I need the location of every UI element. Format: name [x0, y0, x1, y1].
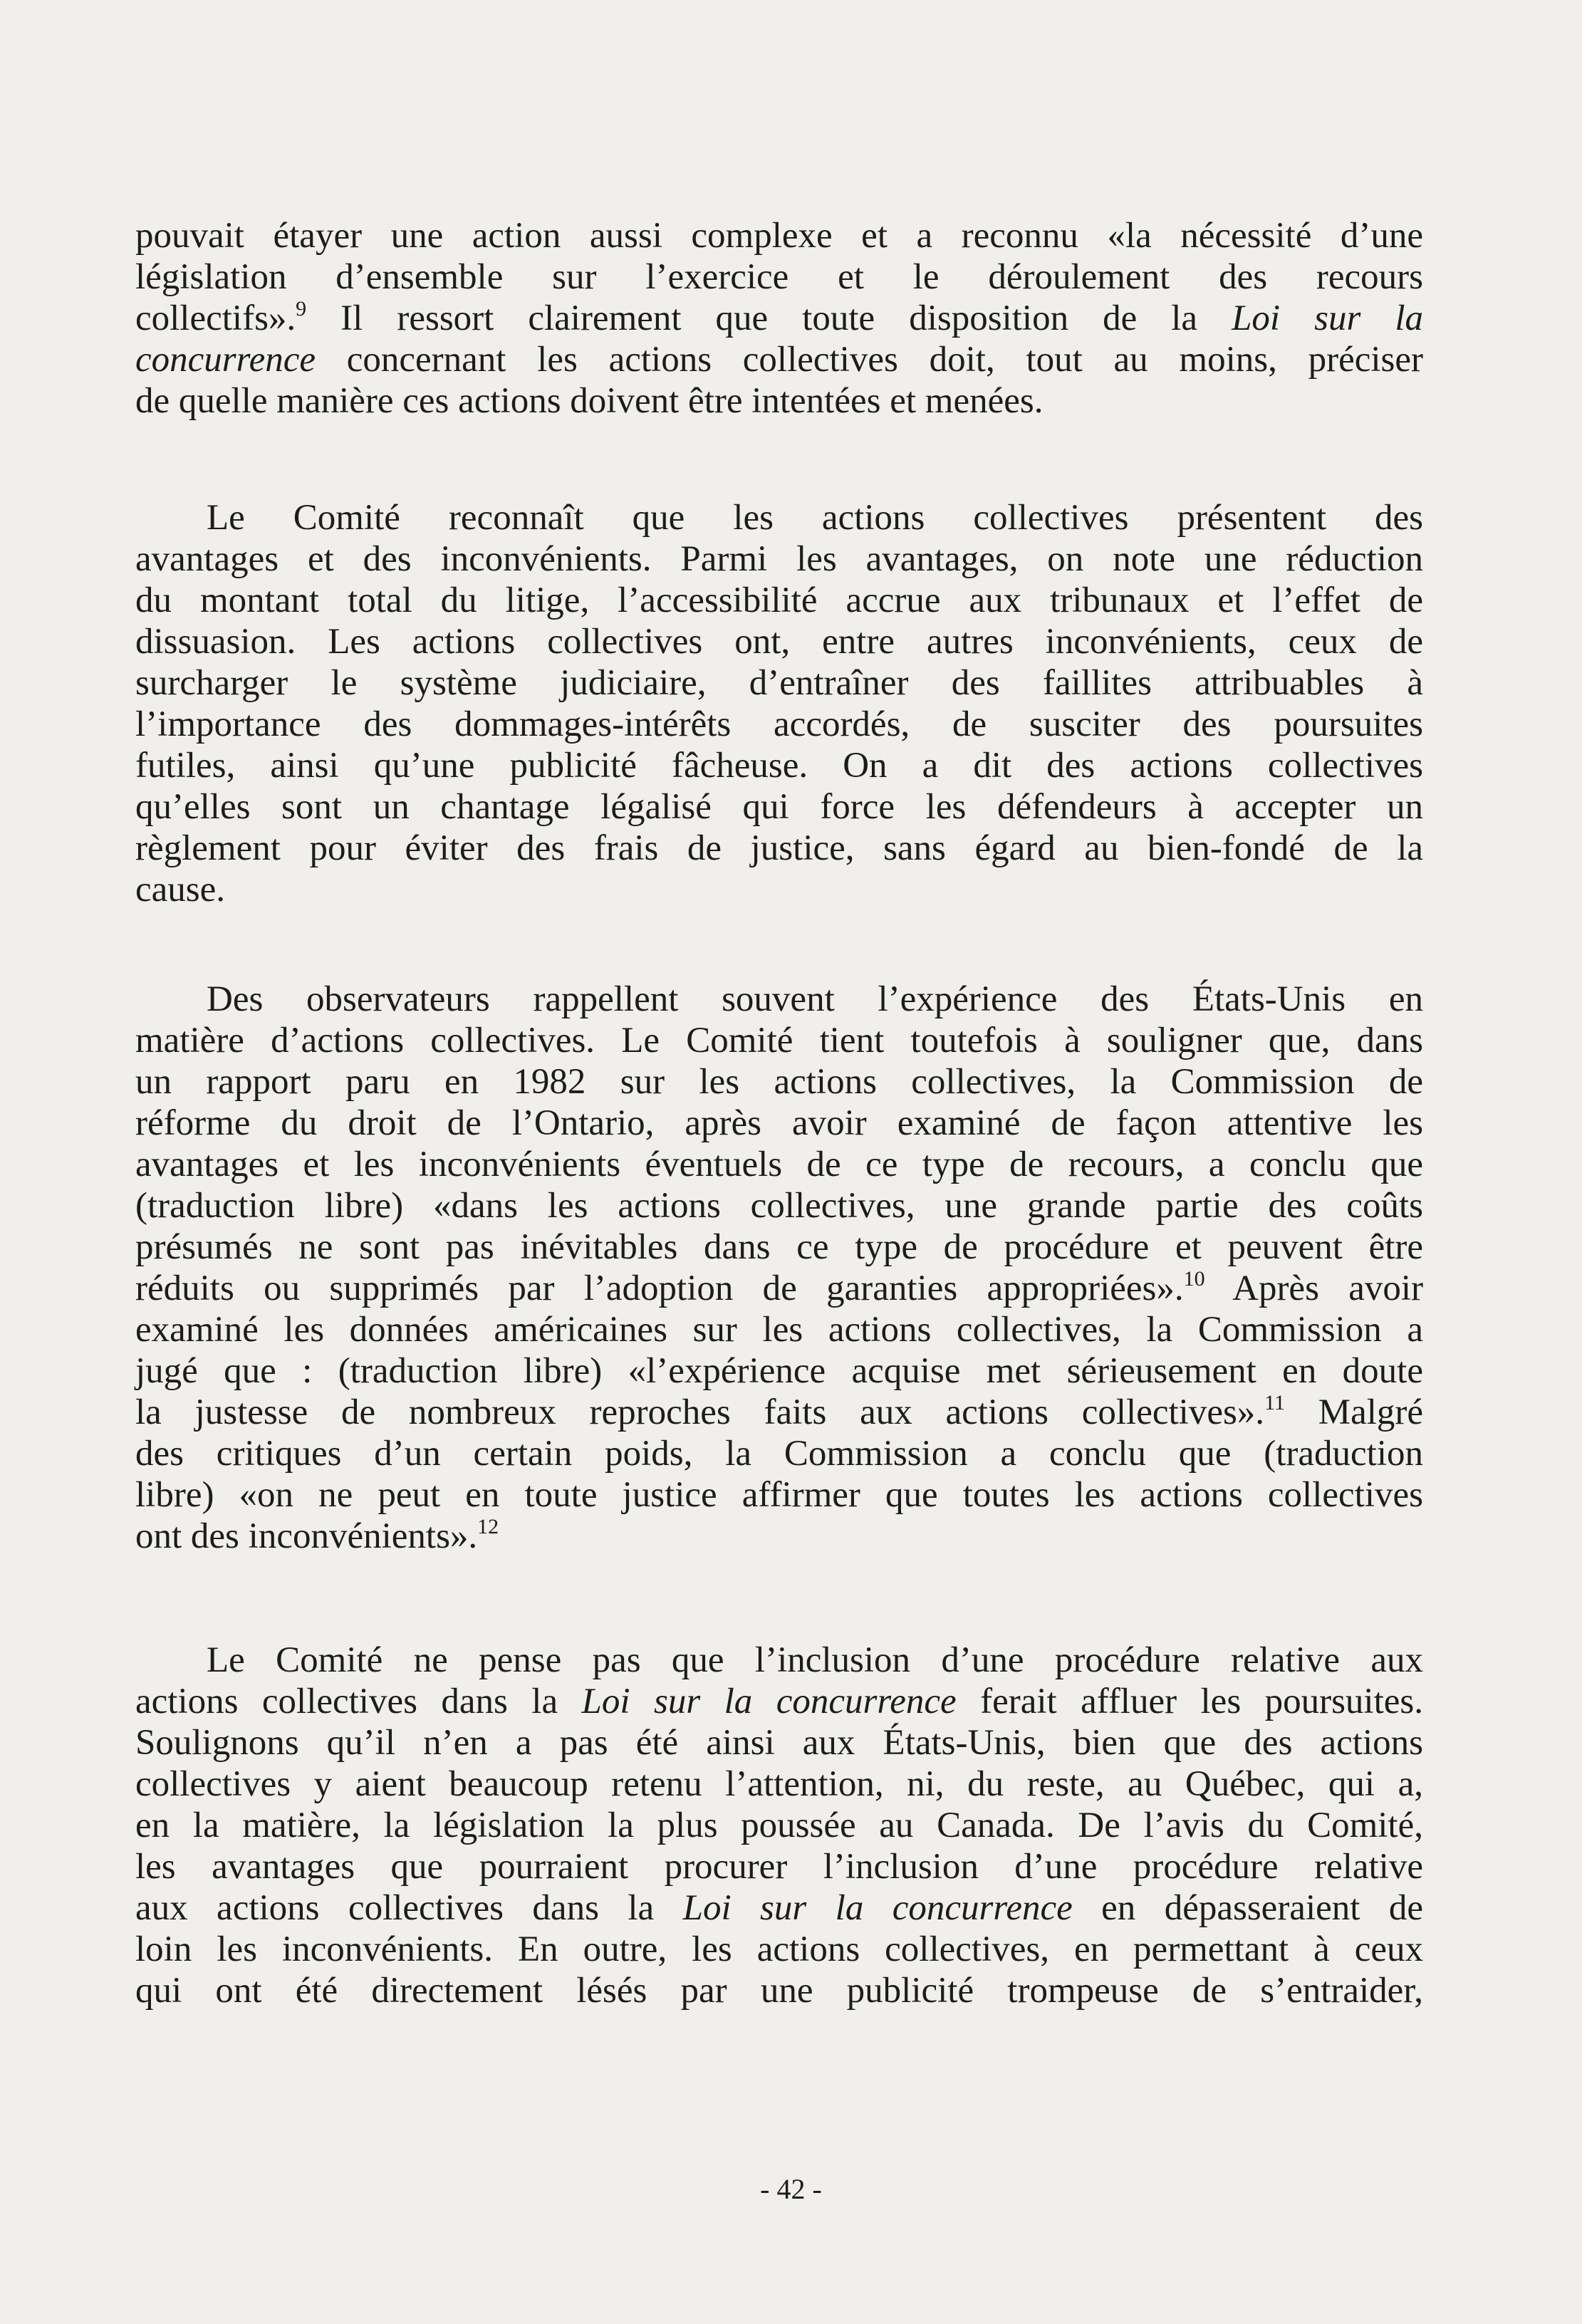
text-segment: Il ressort clairement que toute disposition de la	[306, 298, 1232, 338]
text-segment: Après avoir	[1204, 1268, 1424, 1308]
page-number: - 42 -	[760, 2173, 822, 2205]
text-line: surcharger le système judiciaire, d’entraîner des faillites attribuables à	[135, 663, 1423, 703]
text-line: du montant total du litige, l’accessibilité accrue aux tribunaux et l’effet de	[135, 580, 1423, 620]
text-line: les avantages que pourraient procurer l’inclusion d’une procédure relative	[135, 1847, 1423, 1887]
text-line: Des observateurs rappellent souvent l’expérience des États-Unis en	[207, 979, 1423, 1019]
text-line: qui ont été directement lésés par une publicité trompeuse de s’entraider,	[135, 1971, 1423, 2011]
law-title-italic: Loi sur la	[1232, 298, 1423, 338]
text-line	[135, 1392, 1423, 1433]
footnote-ref-10: 10	[1183, 1267, 1205, 1291]
text-line: de quelle manière ces actions doivent être intentées et menées.	[135, 381, 1044, 421]
text-line: avantages et des inconvénients. Parmi les avantages, on note une réduction	[135, 539, 1423, 579]
text-line: libre) «on ne peut en toute justice affirmer que toutes les actions collectives	[135, 1475, 1423, 1515]
text-segment: concernant les actions collectives doit, tout au moins, préciser	[315, 340, 1423, 380]
text-line: pouvait étayer une action aussi complexe et a reconnu «la nécessité d’une	[135, 216, 1423, 256]
text-line: l’importance des dommages-intérêts accordés, de susciter des poursuites	[135, 704, 1423, 744]
text-line: avantages et les inconvénients éventuels de ce type de recours, a conclu que	[135, 1145, 1423, 1184]
text-line	[135, 339, 1423, 380]
text-segment: la justesse de nombreux reproches faits aux actions collectives».	[135, 1392, 1265, 1432]
text-segment: actions collectives dans la	[135, 1682, 582, 1721]
text-line: (traduction libre) «dans les actions collectives, une grande partie des coûts	[135, 1186, 1423, 1226]
text-line: réforme du droit de l’Ontario, après avoir examiné de façon attentive les	[135, 1103, 1423, 1143]
text-line	[135, 1887, 1423, 1929]
text-line: un rapport paru en 1982 sur les actions collectives, la Commission de	[135, 1062, 1423, 1102]
text-line: des critiques d’un certain poids, la Commission a conclu que (traduction	[135, 1434, 1423, 1474]
footnote-ref-9: 9	[296, 297, 307, 321]
footnote-ref-11: 11	[1264, 1391, 1285, 1414]
law-title-italic: concurrence	[135, 340, 316, 380]
footnote-ref-12: 12	[477, 1515, 499, 1538]
paragraph-4	[135, 1640, 1423, 2011]
text-segment: aux actions collectives dans la	[135, 1888, 683, 1928]
text-segment: réduits ou supprimés par l’adoption de garanties appropriées».	[135, 1268, 1184, 1308]
text-line: cause.	[135, 870, 226, 910]
law-title-italic: Loi sur la concurrence	[682, 1888, 1073, 1928]
text-line	[135, 1268, 1423, 1309]
text-line: Soulignons qu’il n’en a pas été ainsi aux États-Unis, bien que des actions	[135, 1723, 1423, 1763]
text-line: règlement pour éviter des frais de justice, sans égard au bien-fondé de la	[135, 828, 1423, 868]
paragraph-1	[135, 215, 1423, 422]
text-line: loin les inconvénients. En outre, les actions collectives, en permettant à ceux	[135, 1929, 1423, 1969]
text-segment: ont des inconvénients».	[135, 1516, 478, 1556]
text-line: dissuasion. Les actions collectives ont, entre autres inconvénients, ceux de	[135, 622, 1423, 662]
text-segment: en dépasseraient de	[1072, 1888, 1423, 1928]
text-line: matière d’actions collectives. Le Comité tient toutefois à souligner que, dans	[135, 1021, 1423, 1061]
text-line: examiné les données américaines sur les actions collectives, la Commission a	[135, 1310, 1423, 1350]
text-segment: Malgré	[1284, 1392, 1424, 1432]
text-segment: collectifs».	[135, 298, 296, 338]
law-title-italic: Loi sur la concurrence	[581, 1682, 957, 1721]
text-line: collectives y aient beaucoup retenu l’attention, ni, du reste, au Québec, qui a,	[135, 1764, 1423, 1804]
text-line: législation d’ensemble sur l’exercice et le déroulement des recours	[135, 257, 1423, 297]
text-line: qu’elles sont un chantage légalisé qui force les défendeurs à accepter un	[135, 787, 1423, 827]
text-line	[135, 1681, 1423, 1722]
text-line: présumés ne sont pas inévitables dans ce type de procédure et peuvent être	[135, 1227, 1423, 1267]
text-line	[135, 1516, 1423, 1557]
paragraph-2	[135, 497, 1423, 910]
text-line: Le Comité ne pense pas que l’inclusion d’une procédure relative aux	[207, 1640, 1423, 1680]
text-line	[135, 298, 1423, 339]
text-line: en la matière, la législation la plus poussée au Canada. De l’avis du Comité,	[135, 1805, 1423, 1845]
paragraph-3	[135, 979, 1423, 1557]
text-segment: ferait affluer les poursuites.	[956, 1682, 1423, 1721]
text-line: futiles, ainsi qu’une publicité fâcheuse. On a dit des actions collectives	[135, 746, 1423, 786]
text-line: jugé que : (traduction libre) «l’expérience acquise met sérieusement en doute	[135, 1351, 1423, 1391]
text-line: Le Comité reconnaît que les actions collectives présentent des	[207, 498, 1423, 538]
